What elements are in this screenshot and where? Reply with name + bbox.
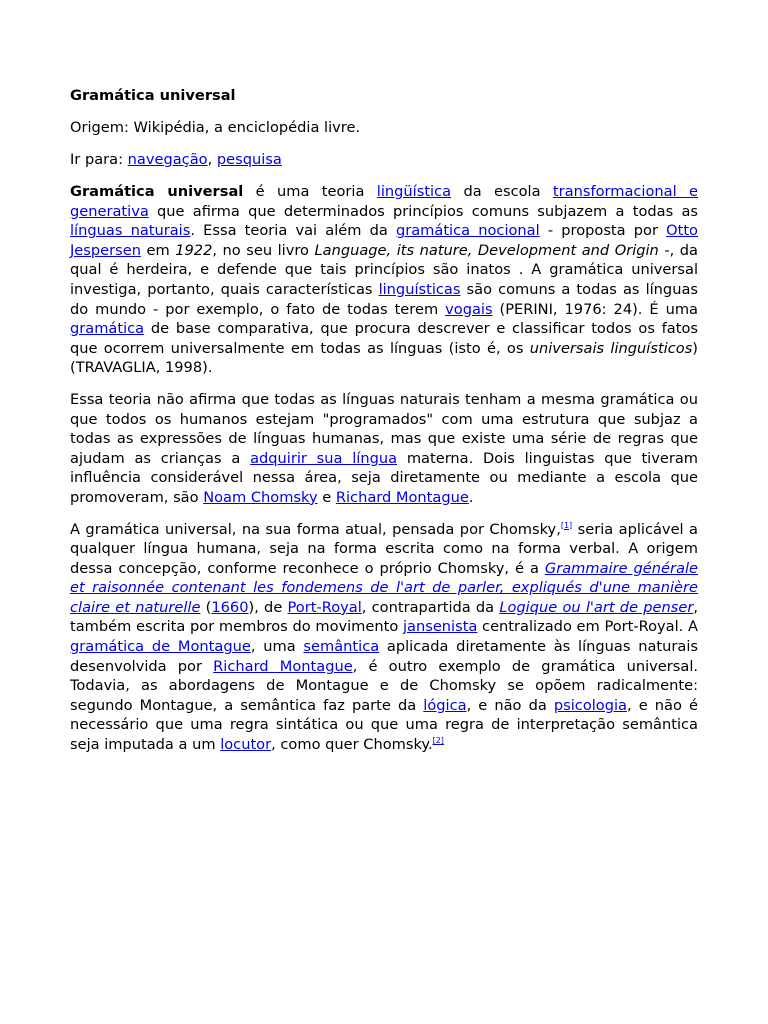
- link-jansenista[interactable]: jansenista: [402, 618, 478, 636]
- link-transformacional-generativa[interactable]: transformacional e generativa: [70, 183, 699, 220]
- link-gramatica-de-montague[interactable]: gramática de Montague: [70, 638, 251, 656]
- text: ), de: [248, 598, 288, 616]
- paragraph-3: [70, 520, 698, 755]
- text: centralizado em Port-Royal. A: [477, 618, 698, 636]
- text: aplicada diretamente às línguas naturais desenvolvida por: [70, 638, 699, 675]
- link-otto-jespersen[interactable]: Otto Jespersen: [70, 222, 698, 259]
- goto-line: [70, 150, 698, 170]
- text: seria aplicável a qualquer língua humana, seja na forma escrita como na forma verbal. A origem dessa concepção, conforme reconhece o próprio Chomsky, é a: [70, 520, 698, 577]
- link-navegacao[interactable]: navegação: [127, 151, 208, 168]
- term-bold: Gramática universal: [70, 183, 244, 200]
- link-linguas-naturais[interactable]: línguas naturais: [70, 222, 191, 240]
- link-richard-montague[interactable]: Richard Montague: [335, 488, 469, 506]
- link-locutor[interactable]: locutor: [220, 736, 272, 754]
- text: - proposta por: [539, 222, 667, 240]
- link-psicologia[interactable]: psicologia: [553, 696, 627, 714]
- text: da escola: [451, 183, 553, 200]
- text: é uma teoria: [243, 183, 377, 200]
- text: materna. Dois linguistas que tiveram influência considerável nessa área, seja diretamente ou mediante a escola que promoveram, são: [70, 449, 699, 506]
- link-pesquisa[interactable]: pesquisa: [216, 151, 282, 168]
- link-noam-chomsky[interactable]: Noam Chomsky: [203, 488, 318, 506]
- link-1660[interactable]: 1660: [211, 598, 249, 616]
- goto-separator: ,: [207, 151, 217, 168]
- text: , e não é necessário que uma regra sintática ou que uma regra de interpretação semântica seja imputada a um: [70, 696, 698, 754]
- reference-link-2[interactable]: [2]: [432, 736, 444, 746]
- book-title: Language, its nature, Development and Origin: [314, 241, 659, 259]
- link-linguistica[interactable]: lingüística: [376, 183, 452, 200]
- reference-link-1[interactable]: [1]: [560, 520, 573, 530]
- text: -, da qual é herdeira, e defende que tais princípios são inatos . A gramática universal investiga, portanto, quais características: [70, 241, 698, 298]
- text: em: [140, 241, 176, 259]
- link-gramatica-nocional[interactable]: gramática nocional: [395, 222, 540, 240]
- text: Essa teoria não afirma que todas as línguas naturais tenham a mesma gramática ou que todos os humanos estejam "programados" com uma estrutura que subjaz a todas as expressões de línguas humanas, mas que existe uma série de regras que ajudam as crianças a: [70, 390, 698, 467]
- link-gramatica[interactable]: gramática: [70, 320, 145, 338]
- link-vogais[interactable]: vogais: [445, 300, 493, 318]
- page-title: Gramática universal: [70, 87, 236, 104]
- text: , e não da: [466, 696, 554, 714]
- year-italic: 1922: [175, 241, 213, 259]
- link-richard-montague-2[interactable]: Richard Montague: [213, 657, 353, 675]
- link-port-royal[interactable]: Port-Royal: [287, 598, 362, 616]
- paragraph-2: [70, 390, 698, 508]
- text: . Essa teoria vai além da: [190, 222, 396, 240]
- link-adquirir-sua-lingua[interactable]: adquirir sua língua: [250, 449, 398, 467]
- link-grammaire-generale[interactable]: Grammaire générale et raisonnée contenant les fondemens de l'art de parler, expliqués d'une manière claire et naturelle: [70, 559, 698, 616]
- text: , é outro exemplo de gramática universal. Todavia, as abordagens de Montague e de Chomsky se opõem radicalmente: segundo Montague, a semântica faz parte da: [70, 657, 699, 714]
- text: (: [200, 598, 212, 616]
- text: de base comparativa, que procura descrever e classificar todos os fatos que ocorrem universalmente em todas as línguas (isto é, os: [70, 320, 698, 357]
- link-linguisticas[interactable]: linguísticas: [378, 280, 461, 298]
- text: que afirma que determinados princípios comuns subjazem a todas as: [148, 202, 698, 220]
- text: são comuns a todas as línguas do mundo - por exemplo, o fato de todas terem: [70, 280, 698, 318]
- text: .: [468, 488, 474, 506]
- text: , no seu livro: [212, 241, 315, 259]
- link-logica[interactable]: lógica: [423, 696, 467, 714]
- origin-line: Origem: Wikipédia, a enciclopédia livre.: [70, 119, 361, 136]
- document-page: [70, 86, 698, 767]
- text: (PERINI, 1976: 24). É uma: [492, 300, 698, 318]
- text: , uma: [250, 638, 304, 656]
- text: e: [317, 488, 336, 506]
- link-semantica[interactable]: semântica: [303, 638, 380, 656]
- text: , também escrita por membros do movimento: [70, 598, 698, 636]
- text: , como quer Chomsky.: [271, 736, 433, 754]
- link-logique[interactable]: Logique ou l'art de penser: [499, 598, 694, 616]
- text: ) (TRAVAGLIA, 1998).: [70, 339, 698, 377]
- text: A gramática universal, na sua forma atual, pensada por Chomsky,: [70, 520, 561, 538]
- text: , contrapartida da: [361, 598, 500, 616]
- paragraph-1: [70, 182, 698, 378]
- universais-italic: universais linguísticos: [529, 339, 693, 357]
- goto-prefix: Ir para:: [70, 151, 128, 168]
